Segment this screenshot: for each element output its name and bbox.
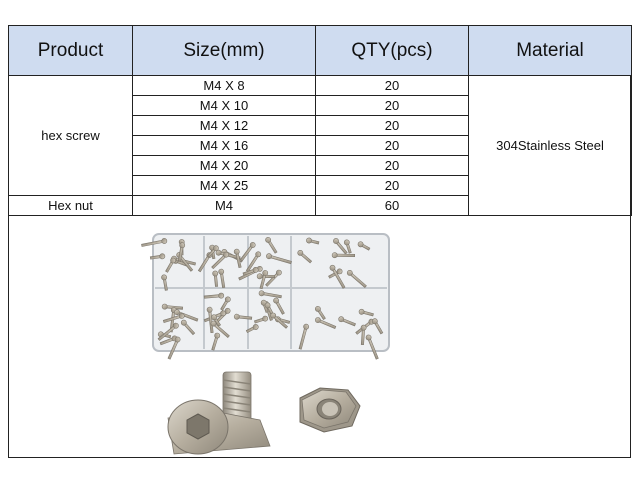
size-cell: M4 X 16 [133,136,316,156]
size-cell: M4 X 25 [133,176,316,196]
storage-box [141,234,389,360]
assortment-illustration [8,222,631,458]
qty-cell: 60 [316,196,469,216]
qty-cell: 20 [316,116,469,136]
header-material: Material [469,26,632,76]
size-cell: M4 X 20 [133,156,316,176]
product-hex-screw: hex screw [9,76,133,196]
header-qty: QTY(pcs) [316,26,469,76]
qty-cell: 20 [316,136,469,156]
product-hex-nut: Hex nut [9,196,133,216]
size-cell: M4 X 10 [133,96,316,116]
spec-table [8,25,632,216]
size-cell: M4 [133,196,316,216]
qty-cell: 20 [316,176,469,196]
hex-nut-icon [300,388,360,432]
header-row [9,26,632,76]
countersunk-screw-icon [168,372,270,454]
qty-cell: 20 [316,96,469,116]
table-row [9,76,632,96]
size-cell: M4 X 12 [133,116,316,136]
header-product: Product [9,26,133,76]
header-size: Size(mm) [133,26,316,76]
product-photo [8,222,631,458]
material-cell: 304Stainless Steel [469,76,632,216]
qty-cell: 20 [316,76,469,96]
qty-cell: 20 [316,156,469,176]
size-cell: M4 X 8 [133,76,316,96]
